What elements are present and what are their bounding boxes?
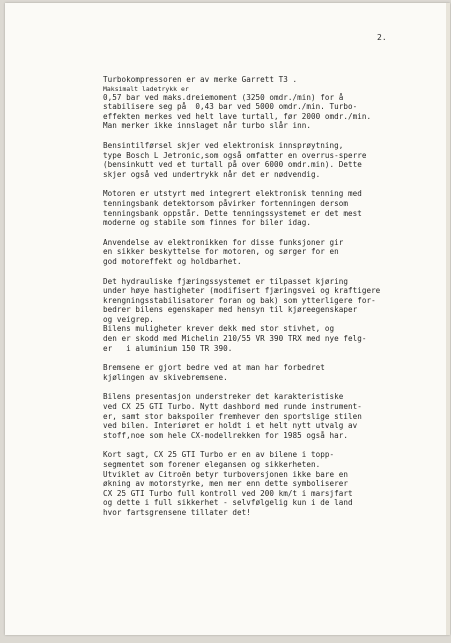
text-line: er i aluminium 150 TR 390. (103, 343, 233, 353)
text-line: 0,57 bar ved maks.dreiemoment (3250 omdr./min) for å (103, 92, 344, 102)
text-line: CX 25 GTI Turbo full kontroll ved 200 km/t i marsjfart (103, 488, 353, 498)
text-line: tenningsbank oppstår. Dette tenningssystemet er det mest (103, 208, 362, 218)
text-line: effekten merkes ved helt lave turtall, før 2000 omdr./min. (103, 111, 372, 121)
text-line: Motoren er utstyrt med integrert elektronisk tenning med (103, 189, 362, 199)
text-line: og veigrep. (103, 314, 154, 324)
text-line: ved bilen. Interiøret er holdt i et helt nytt utvalg av (103, 421, 358, 431)
text-line: tenningsbank detektorsom påvirker fortenningen dersom (103, 198, 348, 208)
paragraph (103, 450, 433, 517)
text-line: moderne og stabile som finnes for biler idag. (103, 218, 311, 228)
paragraph (103, 141, 433, 179)
text-line: Bilens presentasjon understreker det karakteristiske (103, 392, 344, 402)
text-line: Det hydrauliske fjæringssystemet er tilpasset kjøring (103, 276, 348, 286)
text-line: krengningsstabilisatorer foran og bak) som ytterligere for- (103, 295, 376, 305)
text-line: Man merker ikke innslaget når turbo slår inn. (103, 121, 311, 131)
text-line: bedrer bilens egenskaper med hensyn til kjøreegenskaper (103, 305, 358, 315)
text-line: er, samt stor bakspoiler fremhever den sportslige stilen (103, 411, 362, 421)
text-line: kjølingen av skivebremsene. (103, 372, 228, 382)
text-line: segmentet som forener elegansen og sikkerheten. (103, 460, 321, 469)
paragraph (103, 363, 433, 382)
text-line: god motoreffekt og holdbarhet. (103, 256, 242, 266)
paragraph (103, 392, 433, 440)
text-line: Maksimalt ladetrykk er (103, 84, 189, 93)
text-line: stabilisere seg på 0,43 bar ved 5000 omdr./min. Turbo- (103, 102, 358, 112)
paragraph (103, 189, 433, 227)
text-line: hvor fartsgrensene tillater det! (103, 507, 251, 517)
text-line: under høye hastigheter (modifisert fjæringsvei og kraftigere (103, 286, 381, 296)
text-line: Turbokompressoren er av merke Garrett T3 . (103, 75, 298, 84)
text-line: den er skodd med Michelin 210/55 VR 390 TRX med nye felg- (103, 334, 367, 344)
text-line: stoff,noe som hele CX-modellrekken for 1985 også har. (103, 430, 348, 440)
page-number: 2. (377, 33, 387, 42)
text-line: type Bosch L Jetronic,som også omfatter en overrus-sperre (103, 150, 367, 160)
text-line: Utviklet av Citroën betyr turboversjonen ikke bare en (103, 469, 348, 479)
paragraph (103, 238, 433, 267)
text-line: og dette i full sikkerhet - selvfølgelig kun i de land (103, 498, 353, 508)
document-page (5, 3, 450, 635)
text-line: (bensinkutt ved et turtall på over 6000 omdr.min). Dette (103, 160, 362, 170)
text-line: Kort sagt, CX 25 GTI Turbo er en av bilene i topp- (103, 450, 335, 460)
text-line: Bensintilførsel skjer ved elektronisk innsprøytning, (103, 140, 344, 150)
text-line: skjer også ved undertrykk når det er nødvendig. (103, 169, 321, 179)
paragraph (103, 277, 433, 325)
text-line: økning av motorstyrke, men mer enn dette symboliserer (103, 479, 348, 489)
text-line: Bilens muligheter krever dekk med stor stivhet, og (103, 324, 335, 334)
text-line: ved CX 25 GTI Turbo. Nytt dashbord med runde instrument- (103, 402, 362, 412)
text-line: en sikker beskyttelse for motoren, og sørger for en (103, 247, 339, 257)
paragraph (103, 324, 433, 353)
paragraph (103, 75, 433, 131)
text-line: Anvendelse av elektronikken for disse funksjoner gir (103, 237, 344, 247)
body-text (103, 75, 433, 528)
text-line: Bremsene er gjort bedre ved at man har forbedret (103, 363, 325, 373)
